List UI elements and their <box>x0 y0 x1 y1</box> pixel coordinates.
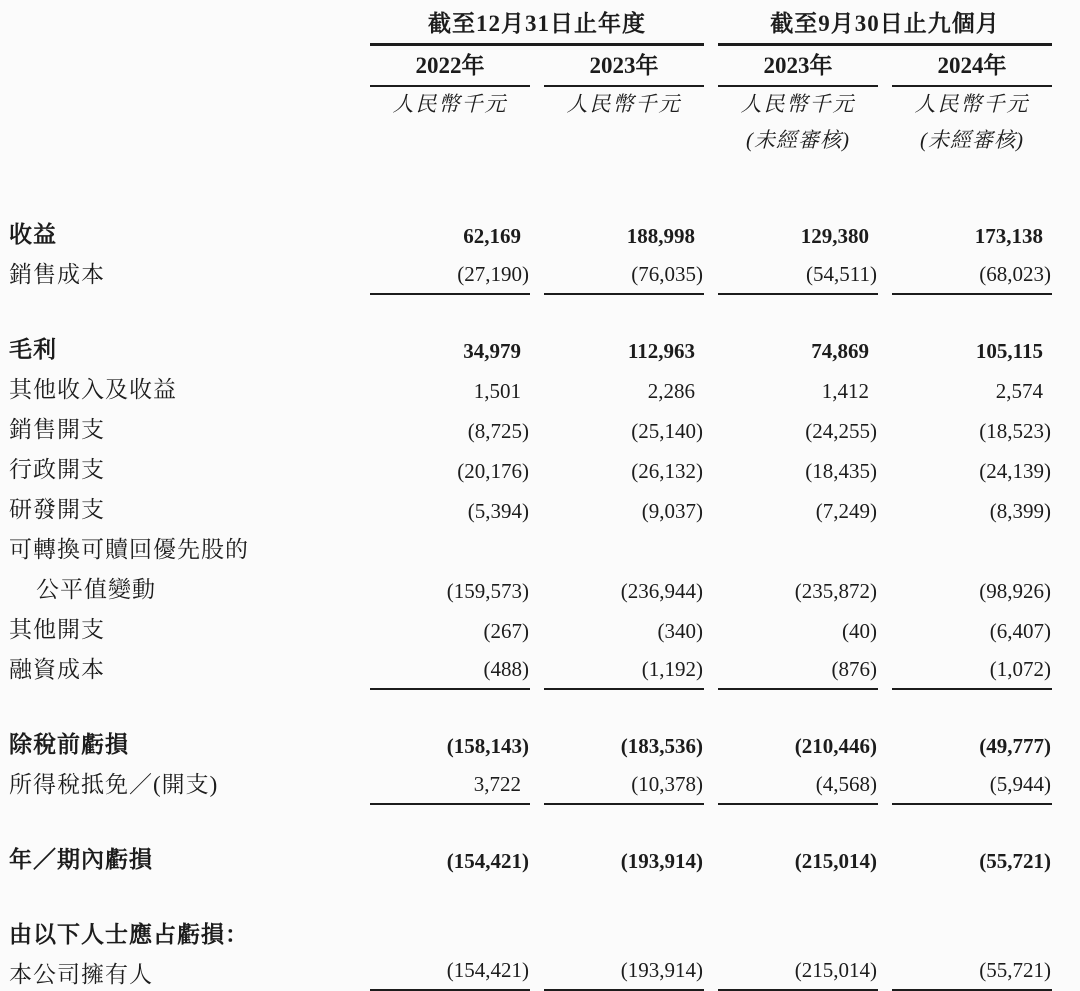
cell-value: (1,072) <box>989 657 1051 681</box>
cell-value: (25,140) <box>631 419 703 443</box>
row-label: 收益 <box>9 222 57 247</box>
cell-value: (7,249) <box>815 499 877 523</box>
row-label: 本公司擁有人 <box>9 962 153 987</box>
cell-value: (8,725) <box>467 419 529 443</box>
currency-unit-label: 人民幣千元 <box>566 92 682 116</box>
value-cell <box>370 370 530 410</box>
row-label: 行政開支 <box>9 457 105 482</box>
cell-value: 2,574 <box>995 379 1043 403</box>
value-cell <box>544 650 704 690</box>
value-cell <box>544 915 704 955</box>
table-row <box>8 765 1052 805</box>
row-label: 研發開支 <box>9 497 105 522</box>
value-cell <box>544 370 704 410</box>
header-spacer-cell <box>544 123 704 159</box>
cell-value: (6,407) <box>989 619 1051 643</box>
cell-value: (154,421) <box>446 849 529 873</box>
table-row <box>8 215 1052 255</box>
value-cell <box>892 650 1052 690</box>
cell-value: 1,501 <box>473 379 521 403</box>
spacer-cell <box>8 690 1052 725</box>
cell-value: (876) <box>831 657 877 681</box>
value-cell <box>370 765 530 805</box>
cell-value: (18,523) <box>979 419 1051 443</box>
cell-value: 129,380 <box>800 224 869 248</box>
value-cell <box>370 725 530 765</box>
cell-value: (193,914) <box>620 849 703 873</box>
cell-value: (26,132) <box>631 459 703 483</box>
header-spacer-cell <box>8 87 356 123</box>
table-row <box>8 255 1052 295</box>
row-label: 所得稅抵免／(開支) <box>9 772 219 797</box>
table-row <box>8 570 1052 610</box>
row-label: 其他開支 <box>9 617 105 642</box>
cell-value: (183,536) <box>620 734 703 758</box>
year-row <box>8 46 1052 87</box>
value-cell <box>370 490 530 530</box>
value-cell <box>892 955 1052 991</box>
value-cell <box>370 955 530 991</box>
unaudited-note-row <box>8 123 1052 159</box>
value-cell <box>544 530 704 570</box>
table-row <box>8 530 1052 570</box>
table-row <box>8 725 1052 765</box>
cell-value: (488) <box>483 657 529 681</box>
cell-value: (159,573) <box>446 579 529 603</box>
cell-value: (215,014) <box>794 849 877 873</box>
value-cell <box>892 215 1052 255</box>
cell-value: (55,721) <box>979 958 1051 982</box>
header-spacer-cell <box>8 4 356 46</box>
row-label: 除稅前虧損 <box>9 732 129 757</box>
row-label: 可轉換可贖回優先股的 <box>9 537 249 562</box>
table-row <box>8 840 1052 880</box>
cell-value: 105,115 <box>975 339 1043 363</box>
cell-value: (4,568) <box>815 772 877 796</box>
cell-value: (55,721) <box>979 849 1051 873</box>
cell-value: (40) <box>842 619 877 643</box>
cell-value: (340) <box>657 619 703 643</box>
value-cell <box>544 765 704 805</box>
row-label: 毛利 <box>9 337 57 362</box>
table-body <box>8 215 1052 991</box>
value-cell <box>370 410 530 450</box>
value-cell <box>892 370 1052 410</box>
value-cell <box>892 840 1052 880</box>
row-label: 其他收入及收益 <box>9 377 177 402</box>
cell-value: (267) <box>483 619 529 643</box>
period-group-nine-months: 截至9月30日止九個月 <box>718 4 1052 46</box>
value-cell <box>718 255 878 295</box>
unit-row <box>8 87 1052 123</box>
spacer-cell <box>8 295 1052 330</box>
cell-value: (76,035) <box>631 262 703 286</box>
row-label: 銷售開支 <box>9 417 105 442</box>
value-cell <box>718 370 878 410</box>
cell-value: (68,023) <box>979 262 1051 286</box>
value-cell <box>370 330 530 370</box>
cell-value: (98,926) <box>979 579 1051 603</box>
value-cell <box>544 840 704 880</box>
value-cell <box>892 330 1052 370</box>
cell-value: (10,378) <box>631 772 703 796</box>
period-group-annual: 截至12月31日止年度 <box>370 4 704 46</box>
row-label: 公平值變動 <box>36 577 156 602</box>
value-cell <box>892 255 1052 295</box>
period-group-row <box>8 4 1052 46</box>
unaudited-note: (未經審核) <box>920 128 1024 152</box>
table-row <box>8 650 1052 690</box>
value-cell <box>718 955 878 991</box>
cell-value: (1,192) <box>641 657 703 681</box>
table-row <box>8 610 1052 650</box>
header-gap-cell <box>8 159 1052 215</box>
value-cell <box>718 650 878 690</box>
table-row <box>8 370 1052 410</box>
header-spacer-cell <box>370 123 530 159</box>
value-cell <box>370 450 530 490</box>
cell-value: 74,869 <box>811 339 869 363</box>
spacer-row <box>8 690 1052 725</box>
value-cell <box>892 450 1052 490</box>
year-header-2022: 2022年 <box>370 46 530 87</box>
cell-value: 3,722 <box>473 772 521 796</box>
value-cell <box>370 840 530 880</box>
spacer-row <box>8 880 1052 915</box>
cell-value: (215,014) <box>794 958 877 982</box>
row-label: 由以下人士應占虧損： <box>9 922 249 947</box>
value-cell <box>718 490 878 530</box>
cell-value: 34,979 <box>463 339 521 363</box>
table-row <box>8 410 1052 450</box>
value-cell <box>370 610 530 650</box>
row-label: 年／期內虧損 <box>9 847 153 872</box>
value-cell <box>544 215 704 255</box>
row-label: 融資成本 <box>9 657 105 682</box>
cell-value: (210,446) <box>794 734 877 758</box>
cell-value: (8,399) <box>989 499 1051 523</box>
value-cell <box>544 570 704 610</box>
cell-value: (235,872) <box>794 579 877 603</box>
value-cell <box>892 490 1052 530</box>
cell-value: 188,998 <box>626 224 695 248</box>
value-cell <box>370 530 530 570</box>
value-cell <box>718 450 878 490</box>
value-cell <box>370 255 530 295</box>
value-cell <box>718 725 878 765</box>
cell-value: (24,139) <box>979 459 1051 483</box>
cell-value: (54,511) <box>806 262 877 286</box>
table-row <box>8 955 1052 991</box>
value-cell <box>718 840 878 880</box>
cell-value: (24,255) <box>805 419 877 443</box>
value-cell <box>718 215 878 255</box>
value-cell <box>718 915 878 955</box>
value-cell <box>544 725 704 765</box>
value-cell <box>892 765 1052 805</box>
table-row <box>8 450 1052 490</box>
value-cell <box>370 915 530 955</box>
income-statement-table <box>0 4 1066 991</box>
value-cell <box>718 530 878 570</box>
year-header-2023: 2023年 <box>544 46 704 87</box>
cell-value: 1,412 <box>821 379 869 403</box>
cell-value: 62,169 <box>463 224 521 248</box>
value-cell <box>370 570 530 610</box>
value-cell <box>892 610 1052 650</box>
cell-value: (193,914) <box>620 958 703 982</box>
currency-unit-label: 人民幣千元 <box>914 92 1030 116</box>
year-header-2023-interim: 2023年 <box>718 46 878 87</box>
value-cell <box>544 255 704 295</box>
value-cell <box>892 570 1052 610</box>
value-cell <box>544 330 704 370</box>
cell-value: (18,435) <box>805 459 877 483</box>
cell-value: 2,286 <box>647 379 695 403</box>
cell-value: (158,143) <box>446 734 529 758</box>
header-gap-row <box>8 159 1052 215</box>
value-cell <box>892 530 1052 570</box>
cell-value: 112,963 <box>627 339 695 363</box>
value-cell <box>544 450 704 490</box>
value-cell <box>892 410 1052 450</box>
cell-value: (49,777) <box>979 734 1051 758</box>
value-cell <box>892 915 1052 955</box>
spacer-cell <box>8 880 1052 915</box>
value-cell <box>544 410 704 450</box>
value-cell <box>544 490 704 530</box>
value-cell <box>544 955 704 991</box>
currency-unit-label: 人民幣千元 <box>740 92 856 116</box>
cell-value: (5,944) <box>989 772 1051 796</box>
value-cell <box>718 610 878 650</box>
value-cell <box>370 650 530 690</box>
header-spacer-cell <box>8 123 356 159</box>
table-header <box>8 4 1052 215</box>
table-row <box>8 330 1052 370</box>
cell-value: 173,138 <box>974 224 1043 248</box>
currency-unit-label: 人民幣千元 <box>392 92 508 116</box>
row-label: 銷售成本 <box>9 262 105 287</box>
value-cell <box>718 765 878 805</box>
value-cell <box>892 725 1052 765</box>
table-row <box>8 915 1052 955</box>
cell-value: (9,037) <box>641 499 703 523</box>
cell-value: (20,176) <box>457 459 529 483</box>
cell-value: (5,394) <box>467 499 529 523</box>
table-row <box>8 490 1052 530</box>
value-cell <box>718 330 878 370</box>
cell-value: (154,421) <box>446 958 529 982</box>
value-cell <box>370 215 530 255</box>
unaudited-note: (未經審核) <box>746 128 850 152</box>
cell-value: (236,944) <box>620 579 703 603</box>
spacer-cell <box>8 805 1052 840</box>
value-cell <box>718 570 878 610</box>
spacer-row <box>8 295 1052 330</box>
spacer-row <box>8 805 1052 840</box>
value-cell <box>718 410 878 450</box>
header-spacer-cell <box>8 46 356 87</box>
cell-value: (27,190) <box>457 262 529 286</box>
value-cell <box>544 610 704 650</box>
year-header-2024-interim: 2024年 <box>892 46 1052 87</box>
